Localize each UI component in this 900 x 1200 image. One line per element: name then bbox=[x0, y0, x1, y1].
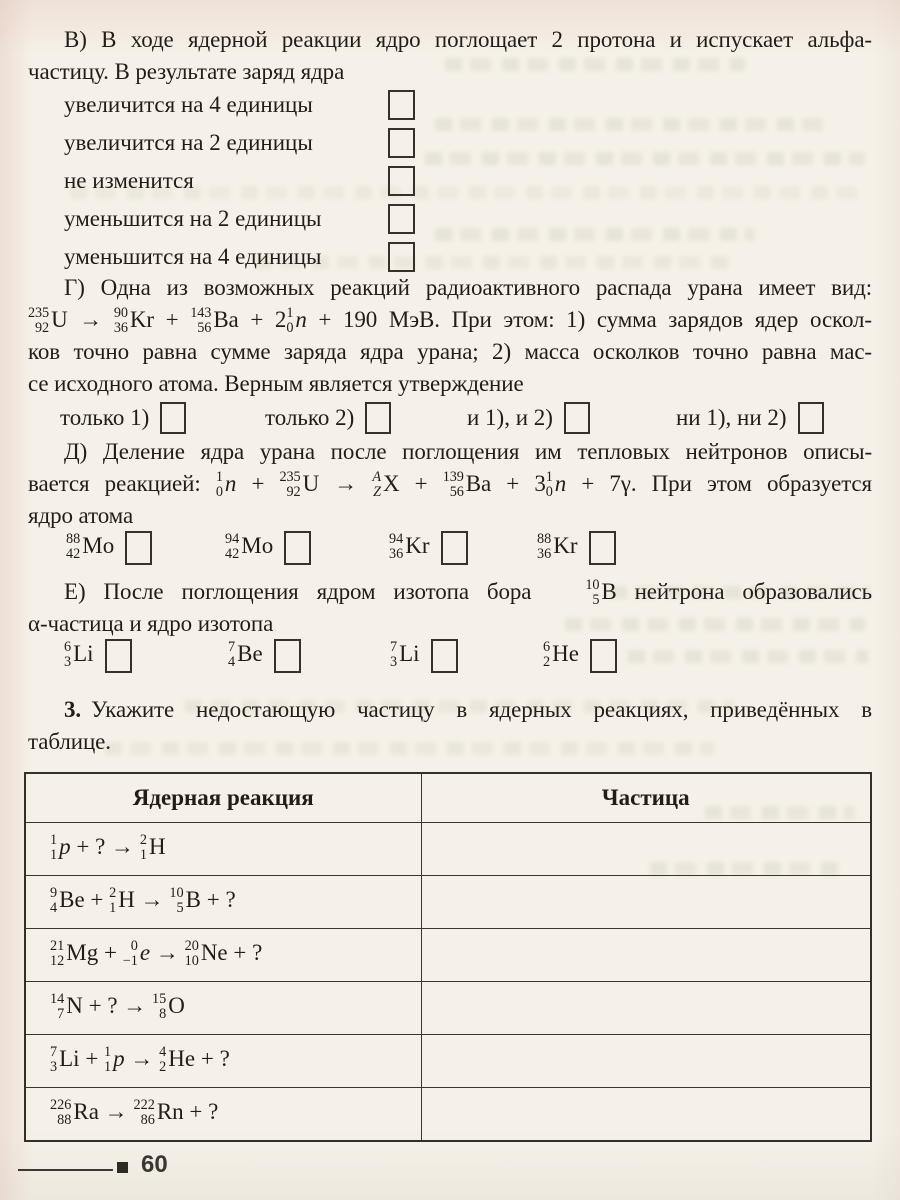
answer-option bbox=[389, 524, 468, 572]
table-row bbox=[25, 823, 871, 876]
reaction-cell: 14 7 N + ? → 15 8 O bbox=[25, 982, 421, 1035]
table-row bbox=[25, 1035, 871, 1088]
paragraph-line: Г) Одна из возможных реакций радиоактивного распада урана имеет вид: bbox=[64, 275, 872, 300]
table-row bbox=[25, 982, 871, 1035]
answer-checkbox[interactable] bbox=[284, 531, 311, 565]
footer-square-marker bbox=[117, 1162, 128, 1173]
option-label: уменьшится на 4 единицы bbox=[64, 244, 322, 269]
answer-option bbox=[28, 86, 872, 124]
answer-option bbox=[60, 398, 186, 438]
option-label: увеличится на 2 единицы bbox=[64, 130, 313, 155]
option-label: ни 1), ни 2) bbox=[676, 405, 787, 430]
option-label: 6 3 Li bbox=[64, 639, 94, 671]
particle-cell[interactable] bbox=[421, 1088, 871, 1142]
particle-cell[interactable] bbox=[421, 823, 871, 876]
answer-option bbox=[225, 524, 311, 572]
table-row bbox=[25, 1088, 871, 1142]
footer-rule bbox=[18, 1169, 113, 1171]
table-row bbox=[25, 876, 871, 929]
particle-cell[interactable] bbox=[421, 876, 871, 929]
section-d-options bbox=[28, 524, 872, 572]
paragraph-line: Е) После поглощения ядром изотопа бора 10 5 B нейтрона образовались bbox=[64, 577, 872, 608]
answer-checkbox[interactable] bbox=[798, 402, 824, 434]
reaction-cell: 226 88 Ra → 222 86 Rn + ? bbox=[25, 1088, 421, 1142]
answer-checkbox[interactable] bbox=[431, 639, 458, 673]
section-g-options bbox=[28, 398, 872, 438]
answer-option bbox=[265, 398, 391, 438]
answer-checkbox[interactable] bbox=[590, 639, 617, 673]
option-label: 94 42 Mo bbox=[225, 531, 274, 563]
answer-checkbox[interactable] bbox=[388, 204, 415, 234]
paragraph-line: таблице. bbox=[28, 729, 111, 754]
answer-option bbox=[28, 200, 872, 238]
answer-checkbox[interactable] bbox=[160, 402, 186, 434]
reactions-table bbox=[24, 772, 872, 1142]
option-label: и 1), и 2) bbox=[467, 405, 553, 430]
option-label: только 2) bbox=[265, 405, 355, 430]
answer-checkbox[interactable] bbox=[441, 531, 468, 565]
answer-checkbox[interactable] bbox=[274, 639, 301, 673]
particle-cell[interactable] bbox=[421, 1035, 871, 1088]
paragraph-line: Д) Деление ядра урана после поглощения им тепловых нейтронов описы- bbox=[64, 439, 872, 464]
answer-checkbox[interactable] bbox=[388, 128, 415, 158]
answer-checkbox[interactable] bbox=[388, 242, 415, 272]
answer-checkbox[interactable] bbox=[564, 402, 590, 434]
task-text: Укажите недостающую частицу в ядерных реакциях, приведённых в bbox=[91, 697, 872, 722]
paragraph-line: ков точно равна сумме заряда ядра урана; 2) масса осколков точно равна мас- bbox=[28, 339, 872, 365]
answer-option bbox=[28, 238, 872, 276]
option-label: 94 36 Kr bbox=[389, 531, 430, 563]
option-label: 6 2 He bbox=[543, 639, 579, 671]
answer-option bbox=[676, 398, 824, 438]
answer-option bbox=[64, 632, 132, 680]
page-number: 60 bbox=[141, 1151, 168, 1178]
section-e-options bbox=[28, 632, 872, 680]
section-d-paragraph bbox=[28, 436, 872, 532]
paragraph-line: ядро атома bbox=[28, 503, 134, 529]
section-v-paragraph bbox=[28, 24, 872, 88]
answer-option bbox=[66, 524, 152, 572]
option-label: увеличится на 4 единицы bbox=[64, 92, 313, 117]
answer-option bbox=[28, 162, 872, 200]
answer-option bbox=[28, 124, 872, 162]
option-label: 7 4 Be bbox=[228, 639, 263, 671]
answer-checkbox[interactable] bbox=[388, 90, 415, 120]
table-header-row bbox=[25, 773, 871, 823]
paragraph-line bbox=[28, 694, 872, 726]
answer-checkbox[interactable] bbox=[125, 531, 152, 565]
answer-option bbox=[228, 632, 301, 680]
task3-paragraph bbox=[28, 694, 872, 758]
particle-cell[interactable] bbox=[421, 929, 871, 982]
paragraph-line: 235 92 U → 90 36 Kr + 143 56 Ba + 2 1 0 n + 190 МэВ. При этом: 1) сумма зарядов ядер оскол- bbox=[28, 305, 872, 336]
section-v-options bbox=[28, 86, 872, 276]
section-e-paragraph bbox=[28, 576, 872, 640]
column-header-particle: Частица bbox=[421, 773, 871, 823]
answer-option bbox=[543, 632, 617, 680]
answer-option bbox=[390, 632, 458, 680]
answer-option bbox=[537, 524, 616, 572]
answer-checkbox[interactable] bbox=[365, 402, 391, 434]
option-label: 88 42 Mo bbox=[66, 531, 115, 563]
answer-checkbox[interactable] bbox=[105, 639, 132, 673]
paragraph-line: α-частица и ядро изотопа bbox=[28, 611, 274, 637]
reaction-cell: 21 12 Mg + 0 −1 e → 20 10 Ne + ? bbox=[25, 929, 421, 982]
section-g-paragraph bbox=[28, 272, 872, 400]
answer-checkbox[interactable] bbox=[589, 531, 616, 565]
option-label: только 1) bbox=[60, 405, 150, 430]
reaction-cell: 9 4 Be + 2 1 H → 10 5 B + ? bbox=[25, 876, 421, 929]
particle-cell[interactable] bbox=[421, 982, 871, 1035]
reaction-cell: 7 3 Li + 1 1 p → 4 2 He + ? bbox=[25, 1035, 421, 1088]
reaction-cell: 1 1 p + ? → 2 1 H bbox=[25, 823, 421, 876]
table-row bbox=[25, 929, 871, 982]
option-label: 7 3 Li bbox=[390, 639, 420, 671]
column-header-reaction: Ядерная реакция bbox=[25, 773, 421, 823]
paragraph-line: В) В ходе ядерной реакции ядро поглощает 2 протона и испускает альфа- bbox=[64, 27, 872, 52]
answer-option bbox=[467, 398, 590, 438]
answer-checkbox[interactable] bbox=[388, 166, 415, 196]
paragraph-line: частицу. В результате заряд ядра bbox=[28, 59, 345, 84]
option-label: не изменится bbox=[64, 168, 194, 193]
task-number: 3. bbox=[64, 697, 82, 722]
paragraph-line: се исходного атома. Верным является утверждение bbox=[28, 371, 524, 397]
paragraph-line: вается реакцией: 1 0 n + 235 92 U → A Z X + 139 56 Ba + 3 1 0 n + 7γ. При этом образуется bbox=[28, 469, 873, 500]
option-label: уменьшится на 2 единицы bbox=[64, 206, 322, 231]
option-label: 88 36 Kr bbox=[537, 531, 578, 563]
